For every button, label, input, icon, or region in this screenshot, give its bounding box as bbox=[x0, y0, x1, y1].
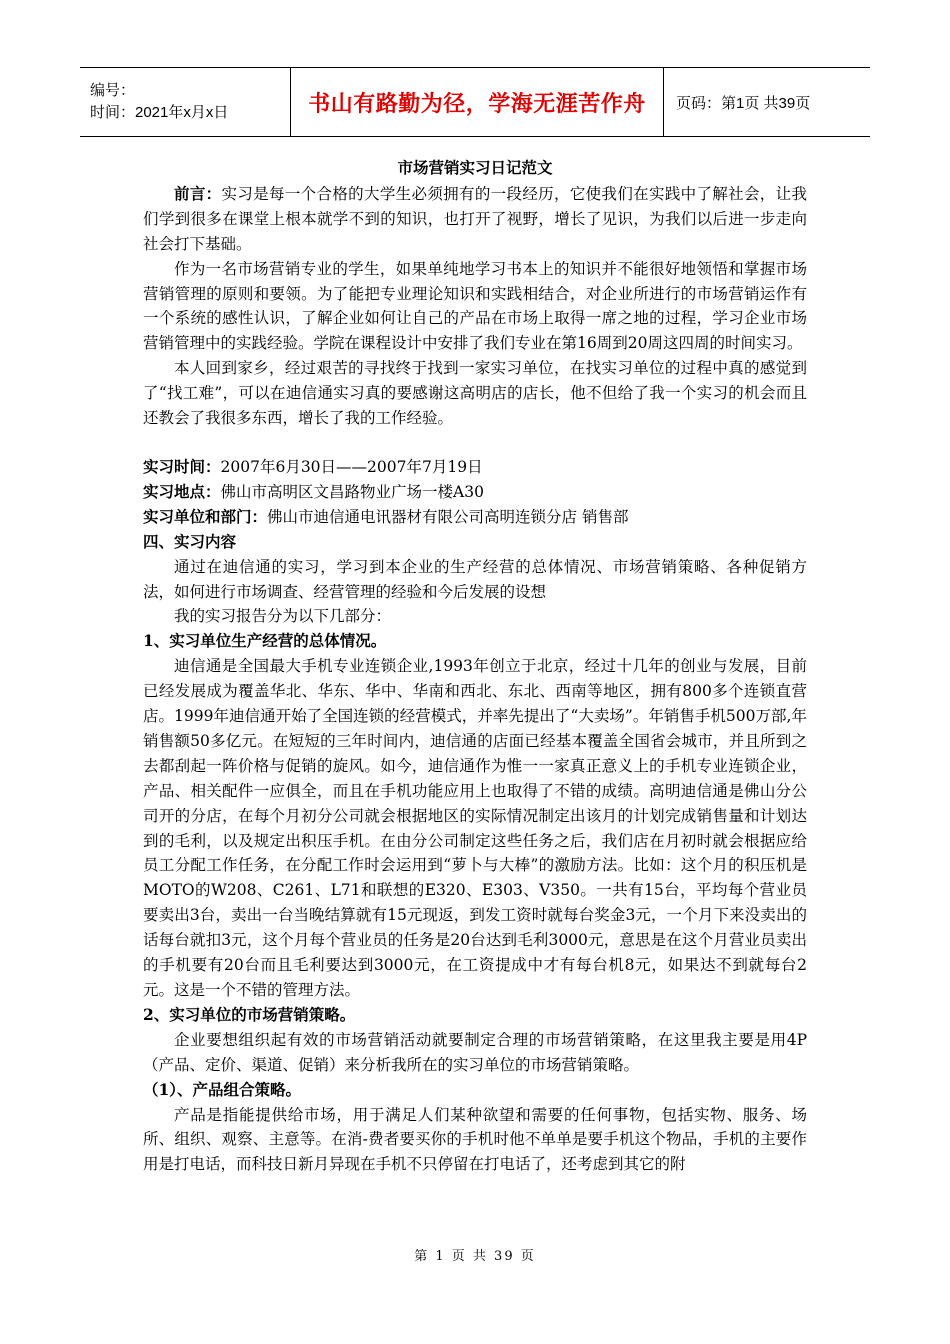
header-meta bbox=[80, 68, 291, 137]
internship-time bbox=[143, 455, 807, 480]
subsection-heading: 1、实习单位生产经营的总体情况。 bbox=[143, 631, 387, 651]
internship-unit-label: 实习单位和部门： bbox=[143, 506, 268, 526]
paragraph: 产品是指能提供给市场，用于满足人们某种欲望和需要的任何事物，包括实物、服务、场所、组织、观察、主意等。在消-费者要买你的手机时他不单单是要手机这个物品，手机的主要作用是打电话，而科技日新月异现在手机不只停留在打电话了，还考虑到其它的附 bbox=[143, 1105, 807, 1174]
document-title: 市场营销实习日记范文 bbox=[397, 158, 553, 177]
preface-label: 前言： bbox=[174, 183, 222, 203]
page-footer: 第 1 页 共 39 页 bbox=[414, 1249, 536, 1264]
preface-paragraph bbox=[143, 182, 807, 257]
document-body bbox=[143, 156, 807, 1177]
document-header bbox=[80, 67, 870, 137]
document-time-label: 时间：2021年x月x日 bbox=[90, 104, 229, 121]
header-motto: 书山有路勤为径，学海无涯苦作舟 bbox=[291, 68, 664, 137]
paragraph: 企业要想组织起有效的市场营销活动就要制定合理的市场营销策略，在这里我主要是用4P（产品、定价、渠道、促销）来分析我所在的实习单位的市场营销策略。 bbox=[143, 1030, 807, 1074]
preface-text: 实习是每一个合格的大学生必须拥有的一段经历，它使我们在实践中了解社会，让我们学到很多在课堂上根本就学不到的知识，也打开了视野，增长了见识，为我们以后进一步走向社会打下基础。 bbox=[143, 184, 807, 253]
internship-time-label: 实习时间： bbox=[143, 456, 221, 476]
internship-place-value: 佛山市高明区文昌路物业广场一楼A30 bbox=[220, 482, 484, 501]
header-page-info: 页码：第1页 共39页 bbox=[664, 68, 871, 137]
document-number-label: 编号： bbox=[90, 82, 136, 99]
subsection-heading: （1）、产品组合策略。 bbox=[143, 1079, 302, 1099]
internship-place-label: 实习地点： bbox=[143, 481, 221, 501]
internship-unit-value: 佛山市迪信通电讯器材有限公司高明连锁分店 销售部 bbox=[267, 507, 629, 526]
internship-time-value: 2007年6月30日——2007年7月19日 bbox=[220, 457, 483, 476]
paragraph: 迪信通是全国最大手机专业连锁企业,1993年创立于北京，经过十几年的创业与发展，目前已经发展成为覆盖华北、华东、华中、华南和西北、东北、西南等地区，拥有800多个连锁直营店。1999年迪信通开始了全国连锁的经营模式，并率先提出了“大卖场”。年销售手机500万部,年销售额50多亿元。在短短的三年时间内，迪信通的店面已经基本覆盖全国省会城市，并且所到之去都刮起一阵价格与促销的旋风。如今，迪信通作为惟一一家真正意义上的手机专业连锁企业，产品、相关配件一应俱全，而且在手机功能应用上也取得了不错的成绩。高明迪信通是佛山分公司开的分店，在每个月初分公司就会根据地区的实际情况制定出该月的计划完成销售量和计划达到的毛利，以及规定出积压手机。在由分公司制定这些任务之后，我们店在月初时就会根据应给员工分配工作任务，在分配工作时会运用到“萝卜与大棒”的激励方法。比如：这个月的积压机是MOTO的W208、C261、L71和联想的E320、E303、V350。一共有15台，平均每个营业员要卖出3台，卖出一台当晚结算就有15元现返，到发工资时就每台奖金3元，一个月下来没卖出的话每台就扣3元，这个月每个营业员的任务是20台达到毛利3000元，意思是在这个月营业员卖出的手机要有20台而且毛利要达到3000元，在工资提成中才有每台机8元，如果达不到就每台2元。这是一个不错的管理方法。 bbox=[143, 657, 807, 999]
paragraph: 本人回到家乡，经过艰苦的寻找终于找到一家实习单位，在找实习单位的过程中真的感觉到了“找工难”，可以在迪信通实习真的要感谢这高明店的店长，他不但给了我一个实习的机会而且还教会了我很多东西，增长了我的工作经验。 bbox=[143, 359, 807, 428]
internship-unit bbox=[143, 505, 807, 530]
internship-place bbox=[143, 480, 807, 505]
section-heading: 四、实习内容 bbox=[143, 531, 237, 551]
spacer bbox=[143, 431, 807, 455]
paragraph: 我的实习报告分为以下几部分： bbox=[174, 607, 392, 626]
paragraph: 通过在迪信通的实习，学习到本企业的生产经营的总体情况、市场营销策略、各种促销方法，如何进行市场调查、经营管理的经验和今后发展的设想 bbox=[143, 557, 807, 601]
paragraph: 作为一名市场营销专业的学生，如果单纯地学习书本上的知识并不能很好地领悟和掌握市场营销管理的原则和要领。为了能把专业理论知识和实践相结合，对企业所进行的市场营销运作有一个系统的感性认识，了解企业如何让自己的产品在市场上取得一席之地的过程，学习企业市场营销管理中的实践经验。学院在课程设计中安排了我们专业在第16周到20周这四周的时间实习。 bbox=[143, 259, 807, 353]
subsection-heading: 2、实习单位的市场营销策略。 bbox=[143, 1004, 356, 1024]
